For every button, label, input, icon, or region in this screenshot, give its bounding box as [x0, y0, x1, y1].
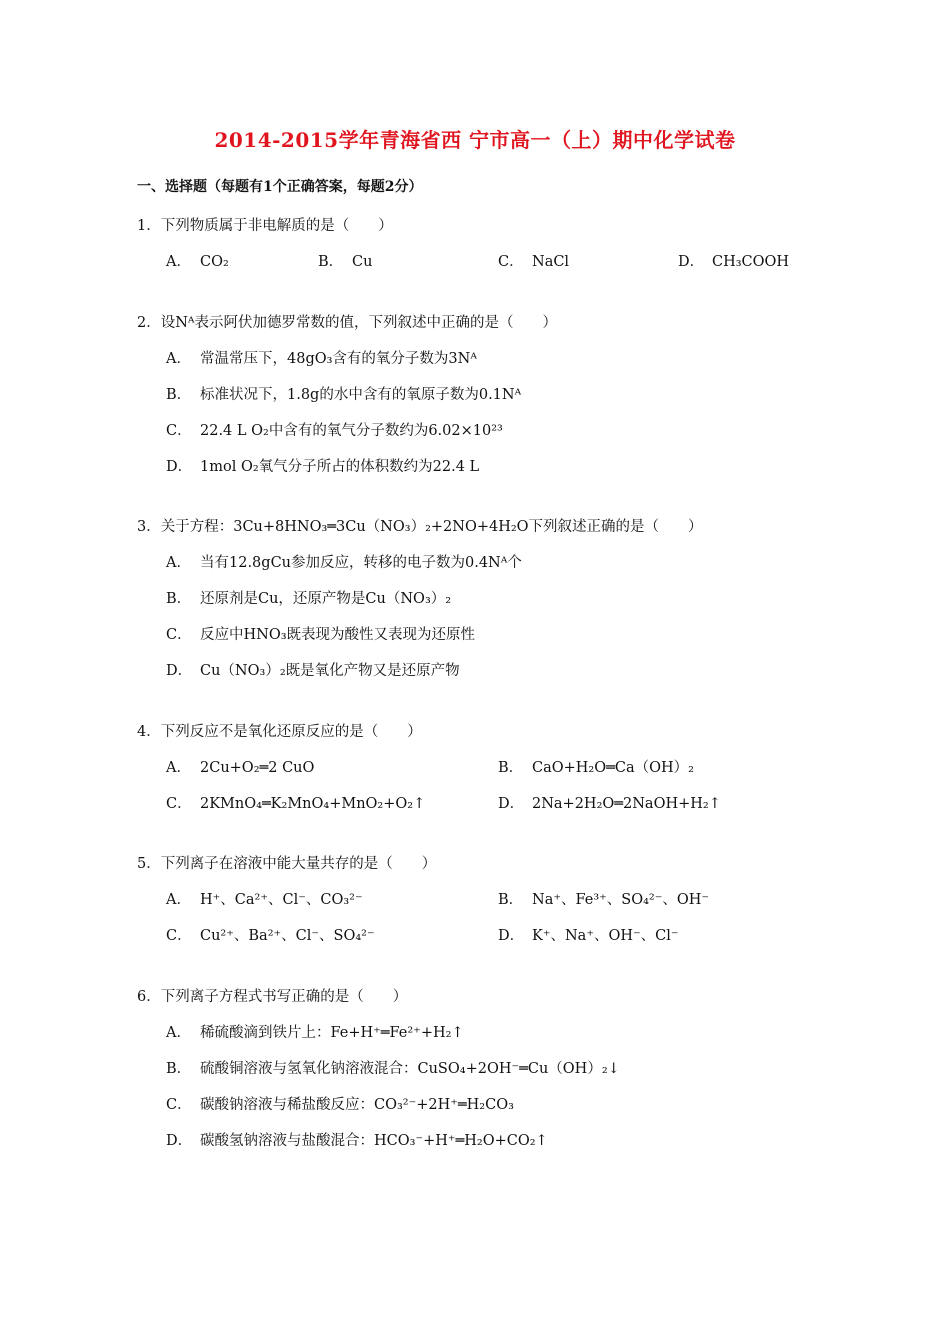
question-1-option-a: A． CO₂	[166, 254, 229, 270]
question-3-option-c: C． 反应中HNO₃既表现为酸性又表现为还原性	[166, 627, 476, 643]
question-1-option-b: B． Cu	[318, 254, 373, 270]
question-4-option-a: A． 2Cu+O₂═2 CuO	[166, 760, 315, 776]
question-1-stem: 1．下列物质属于非电解质的是（ ）	[137, 218, 393, 234]
question-1-option-c: C． NaCl	[498, 254, 570, 270]
question-2-option-d: D． 1mol O₂氧气分子所占的体积数约为22.4 L	[166, 459, 480, 475]
question-6-stem: 6．下列离子方程式书写正确的是（ ）	[137, 989, 408, 1005]
section-heading: 一、选择题（每题有1个正确答案，每题2分）	[137, 179, 423, 195]
question-2-option-c: C． 22.4 L O₂中含有的氧气分子数约为6.02×10²³	[166, 423, 503, 439]
question-4-option-c: C． 2KMnO₄═K₂MnO₄+MnO₂+O₂↑	[166, 796, 426, 812]
question-2-option-a: A． 常温常压下，48gO₃含有的氧分子数为3Nᴬ	[166, 351, 477, 367]
question-1-option-d: D． CH₃COOH	[678, 254, 790, 270]
question-4-stem: 4．下列反应不是氧化还原反应的是（ ）	[137, 724, 422, 740]
question-5-stem: 5．下列离子在溶液中能大量共存的是（ ）	[137, 856, 437, 872]
question-4-option-b: B． CaO+H₂O═Ca（OH）₂	[498, 760, 694, 776]
page-title: 2014-2015学年青海省西 宁市高一（上）期中化学试卷	[214, 128, 736, 152]
question-4-option-d: D． 2Na+2H₂O═2NaOH+H₂↑	[498, 796, 721, 812]
question-6-option-c: C． 碳酸钠溶液与稀盐酸反应：CO₃²⁻+2H⁺═H₂CO₃	[166, 1097, 514, 1113]
question-6-option-d: D． 碳酸氢钠溶液与盐酸混合：HCO₃⁻+H⁺═H₂O+CO₂↑	[166, 1133, 548, 1149]
question-3-option-d: D． Cu（NO₃）₂既是氧化产物又是还原产物	[166, 663, 460, 679]
question-6-option-b: B． 硫酸铜溶液与氢氧化钠溶液混合：CuSO₄+2OH⁻═Cu（OH）₂↓	[166, 1061, 620, 1077]
question-3-option-a: A． 当有12.8gCu参加反应，转移的电子数为0.4Nᴬ个	[166, 555, 522, 571]
question-2-stem: 2．设Nᴬ表示阿伏加德罗常数的值，下列叙述中正确的是（ ）	[137, 315, 558, 331]
question-6-option-a: A． 稀硫酸滴到铁片上：Fe+H⁺═Fe²⁺+H₂↑	[166, 1025, 464, 1041]
question-3-stem: 3．关于方程：3Cu+8HNO₃═3Cu（NO₃）₂+2NO+4H₂O下列叙述正确的是（ ）	[137, 519, 703, 535]
question-5-option-a: A． H⁺、Ca²⁺、Cl⁻、CO₃²⁻	[166, 892, 363, 908]
question-3-option-b: B． 还原剂是Cu，还原产物是Cu（NO₃）₂	[166, 591, 452, 607]
question-5-option-b: B． Na⁺、Fe³⁺、SO₄²⁻、OH⁻	[498, 892, 710, 908]
question-5-option-d: D． K⁺、Na⁺、OH⁻、Cl⁻	[498, 928, 679, 944]
question-5-option-c: C． Cu²⁺、Ba²⁺、Cl⁻、SO₄²⁻	[166, 928, 375, 944]
question-2-option-b: B． 标准状况下，1.8g的水中含有的氧原子数为0.1Nᴬ	[166, 387, 522, 403]
